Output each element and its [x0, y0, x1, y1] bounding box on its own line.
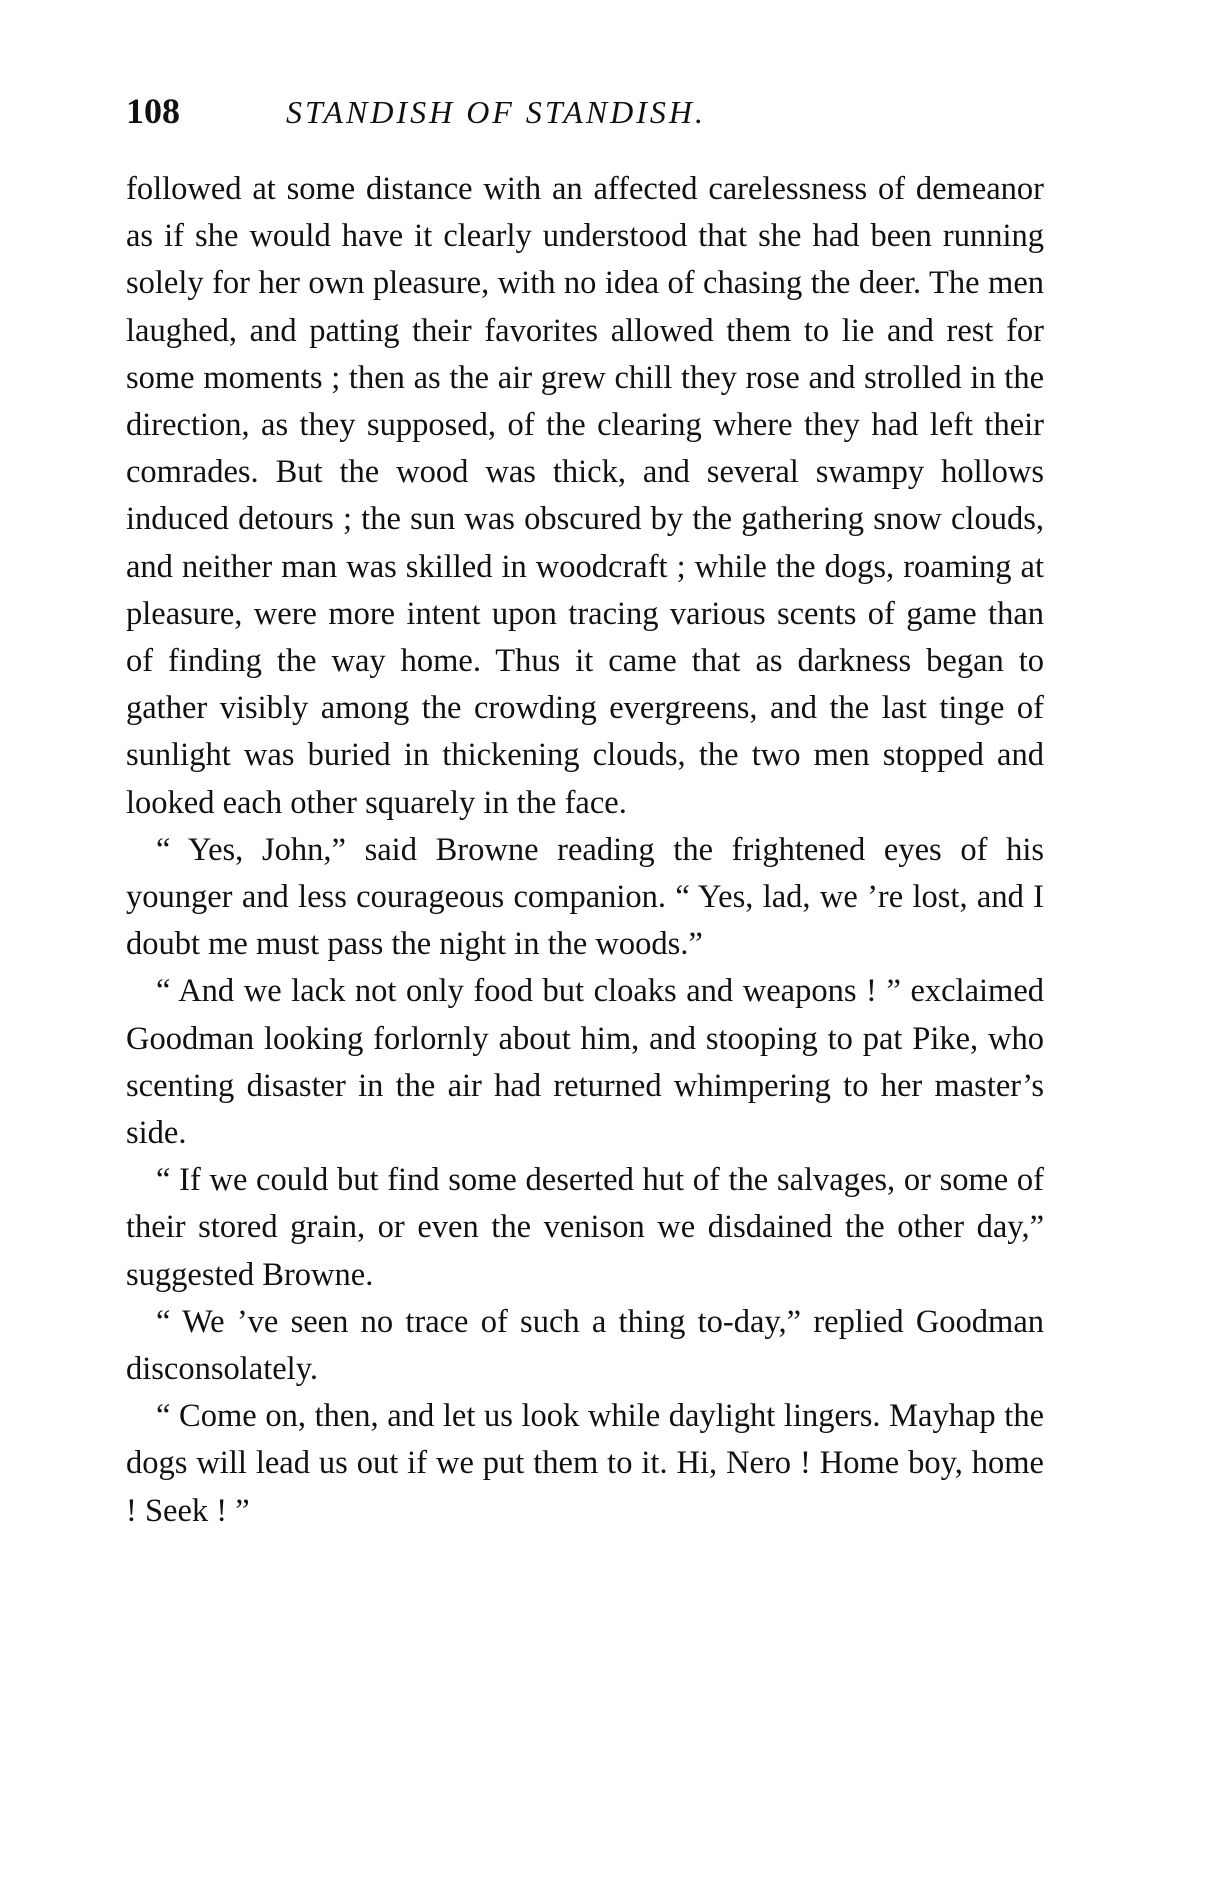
paragraph: “ And we lack not only food but cloaks and weapons ! ” exclaimed Goodman looking forlornly about him, and stooping to pat Pike, who scenting disaster in the air had returned whimpering to her master’s side.	[126, 973, 1044, 1152]
paragraph: “ We ’ve seen no trace of such a thing to-day,” replied Goodman disconsolately.	[126, 1303, 1044, 1388]
paragraph: “ If we could but find some deserted hut of the salvages, or some of their stored grain, or even the venison we disdained the other day,” suggested Browne.	[126, 1162, 1044, 1293]
paragraph: followed at some distance with an affected carelessness of demeanor as if she would have it clearly understood that she had been running solely for her own pleasure, with no idea of chasing the deer. The men laughed, and patting their favorites allowed them to lie and rest for some moments ; then as the air grew chill they rose and strolled in the direction, as they supposed, of the clearing where they had left their comrades. But the wood was thick, and several swampy hollows induced detours ; the sun was obscured by the gathering snow clouds, and neither man was skilled in woodcraft ; while the dogs, roaming at pleasure, were more intent upon tracing various scents of game than of finding the way home. Thus it came that as darkness began to gather visibly among the crowding evergreens, and the last tinge of sunlight was buried in thickening clouds, the two men stopped and looked each other squarely in the face.	[126, 171, 1044, 821]
page-header	[126, 90, 1044, 146]
book-page	[126, 90, 1044, 1535]
running-title: STANDISH OF STANDISH.	[286, 94, 707, 130]
page-number: 108	[126, 91, 180, 131]
body-text	[126, 166, 1044, 1535]
paragraph: “ Come on, then, and let us look while daylight lingers. Mayhap the dogs will lead us out if we put them to it. Hi, Nero ! Home boy, home ! Seek ! ”	[126, 1398, 1044, 1529]
paragraph: “ Yes, John,” said Browne reading the frightened eyes of his younger and less courageous companion. “ Yes, lad, we ’re lost, and I doubt me must pass the night in the woods.”	[126, 831, 1044, 963]
